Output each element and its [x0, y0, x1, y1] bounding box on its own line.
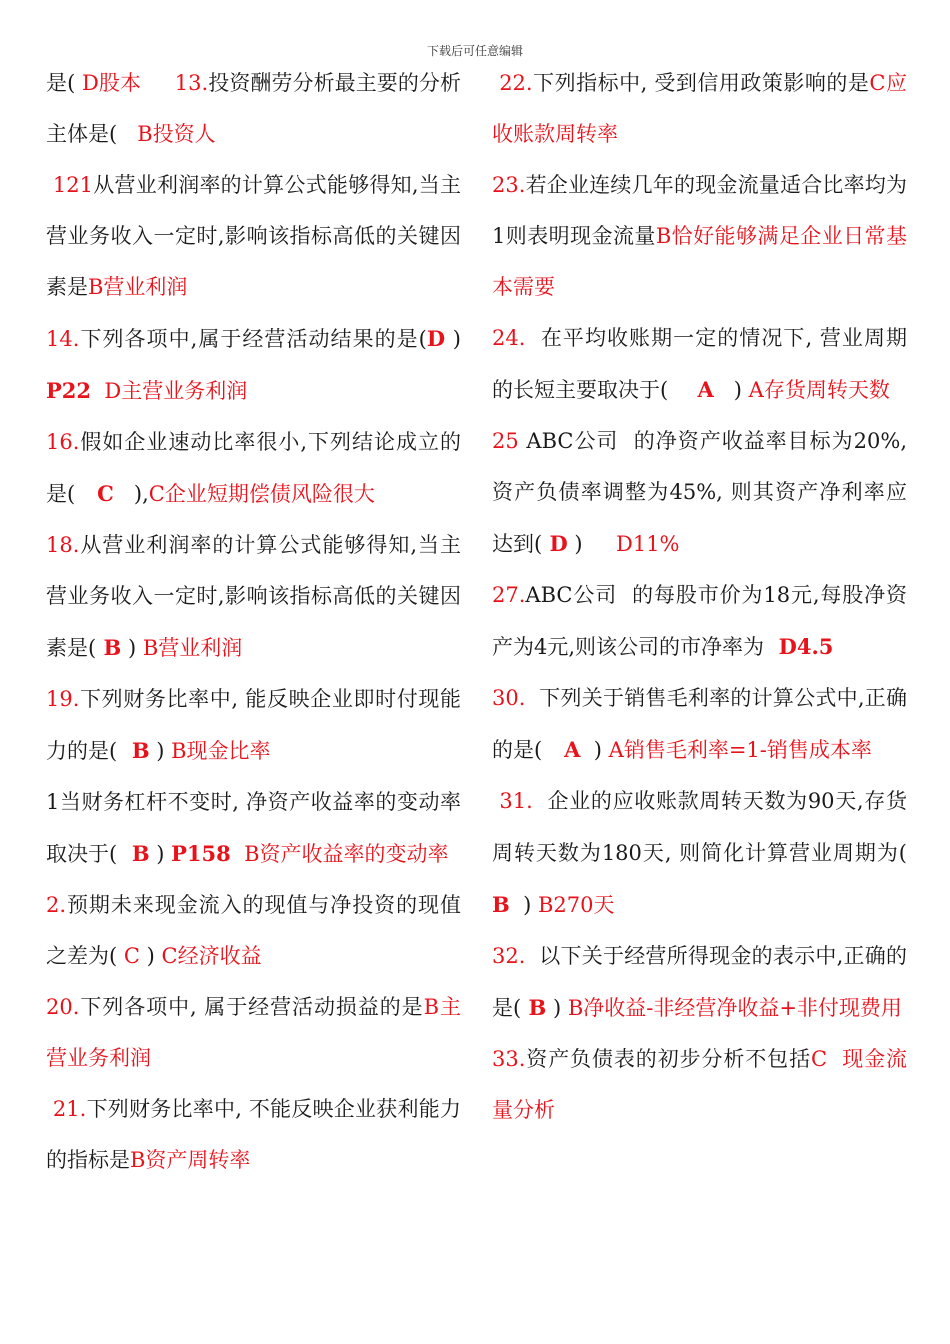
- question-item: [46, 982, 461, 1084]
- answer-text: 25: [492, 429, 519, 453]
- answer-text: D主营业务利润: [91, 379, 248, 403]
- answer-text: 13.: [141, 71, 209, 95]
- question-item: [46, 674, 461, 777]
- answer-text: C 现金流量分析: [492, 1047, 907, 1122]
- answer-text: 27.: [492, 583, 526, 607]
- question-text: 1当财务杠杆不变时, 净资产收益率的变动率取决于(: [46, 790, 461, 866]
- answer-text: B恰好能够满足企业日常基本需要: [492, 224, 907, 299]
- question-text: 预期未来现金流入的现值与净投资的现值之差为(: [46, 893, 461, 968]
- question-text: 假如企业速动比率很小,下列结论成立的是(: [46, 430, 461, 506]
- question-item: [492, 673, 907, 776]
- question-text: ): [509, 893, 538, 917]
- question-item: [492, 570, 907, 673]
- question-text: ): [713, 378, 749, 402]
- answer-text: B: [117, 841, 150, 866]
- answer-text: B: [96, 635, 122, 660]
- answer-text: A: [668, 377, 714, 402]
- question-text: 在平均收账期一定的情况下, 营业周期的长短主要取决于(: [492, 326, 907, 402]
- answer-text: B: [117, 738, 150, 763]
- question-item: [492, 931, 907, 1034]
- question-text: 企业的应收账款周转天数为90天,存货周转天数为180天, 则简化计算营业周期为(: [492, 789, 907, 865]
- question-item: [46, 520, 461, 674]
- answer-text: D11%: [602, 532, 680, 556]
- answer-text: B资产周转率: [130, 1148, 251, 1172]
- question-text: ABC公司 的净资产收益率目标为20%, 资产负债率调整为45%, 则其资产净利率应达到(: [492, 429, 914, 556]
- question-text: 下列财务比率中, 不能反映企业获利能力的指标是: [46, 1097, 461, 1172]
- answer-text: P158: [171, 841, 231, 866]
- question-text: 下列财务比率中, 能反映企业即时付现能力的是(: [46, 687, 461, 763]
- answer-text: 14.: [46, 327, 80, 351]
- answer-text: 121: [46, 173, 94, 197]
- question-text: 投资酬劳分析最主要的分析主体是(: [46, 71, 462, 146]
- answer-text: 20.: [46, 995, 80, 1019]
- question-text: ),: [113, 482, 149, 506]
- answer-text: D股本: [75, 71, 142, 95]
- question-text: ): [149, 739, 172, 763]
- question-item: [492, 1034, 907, 1136]
- question-item: [46, 417, 461, 520]
- question-item: [46, 58, 461, 160]
- answer-text: C: [117, 944, 140, 968]
- page-header: 下载后可任意编辑: [426, 44, 523, 58]
- answer-text: A销售毛利率=1-销售成本率: [608, 738, 872, 762]
- question-text: 资产负债表的初步分析不包括: [525, 1047, 811, 1071]
- answer-text: B主营业务利润: [46, 995, 461, 1070]
- answer-text: C应收账款周转率: [492, 71, 907, 146]
- answer-text: 18.: [46, 533, 80, 557]
- left-column: [46, 58, 468, 1186]
- answer-text: B270天: [537, 893, 615, 917]
- answer-text: A存货周转天数: [748, 378, 890, 402]
- answer-text: B营业利润: [88, 275, 188, 299]
- question-text: 从营业利润率的计算公式能够得知,当主营业务收入一定时,影响该指标高低的关键因素是(: [46, 533, 461, 660]
- question-item: [492, 776, 929, 931]
- question-text: ): [567, 532, 603, 556]
- answer-text: 31.: [492, 789, 533, 813]
- answer-text: 23.: [492, 173, 526, 197]
- answer-text: 2.: [46, 893, 67, 917]
- question-item: [492, 313, 907, 416]
- answer-text: 30.: [492, 686, 526, 710]
- question-item: [46, 1084, 461, 1186]
- answer-text: 32.: [492, 944, 526, 968]
- answer-text: P22: [46, 378, 92, 403]
- question-text: 下列各项中,属于经营活动结果的是(: [79, 327, 427, 351]
- answer-text: B营业利润: [142, 636, 243, 660]
- answer-text: 21.: [46, 1097, 87, 1121]
- right-column: [492, 58, 929, 1136]
- question-text: 下列各项中, 属于经营活动损益的是: [79, 995, 424, 1019]
- question-text: 下列关于销售毛利率的计算公式中,正确的是(: [492, 686, 907, 762]
- question-item: [492, 160, 907, 313]
- question-text: ): [580, 738, 609, 762]
- answer-text: C: [75, 481, 114, 506]
- answer-text: B: [521, 995, 547, 1020]
- question-item: [46, 160, 461, 313]
- question-item: [492, 416, 914, 570]
- question-text: ): [121, 636, 143, 660]
- answer-text: 19.: [46, 687, 80, 711]
- answer-text: B现金比率: [171, 739, 271, 763]
- question-text: ): [445, 327, 468, 351]
- answer-text: A: [542, 737, 581, 762]
- answer-text: C企业短期偿债风险很大: [148, 482, 375, 506]
- answer-text: 22.: [492, 71, 533, 95]
- answer-text: B净收益-非经营净收益+非付现费用: [567, 996, 902, 1020]
- question-text: ): [546, 996, 568, 1020]
- question-text: 是(: [46, 71, 76, 95]
- question-text: ): [139, 944, 162, 968]
- question-text: ): [149, 842, 172, 866]
- answer-text: D: [426, 326, 446, 351]
- question-text: 以下关于经营所得现金的表示中,正确的是(: [492, 944, 907, 1020]
- answer-text: C经济收益: [161, 944, 262, 968]
- question-text: ABC公司 的每股市价为18元,每股净资产为4元,则该公司的市净率为: [492, 583, 907, 659]
- question-text: 若企业连续几年的现金流量适合比率均为1则表明现金流量: [492, 173, 907, 248]
- question-text: 从营业利润率的计算公式能够得知,当主营业务收入一定时,影响该指标高低的关键因素是: [46, 173, 461, 299]
- answer-text: D: [542, 531, 568, 556]
- answer-text: 16.: [46, 430, 80, 454]
- question-item: [46, 313, 468, 417]
- answer-text: B: [492, 840, 929, 917]
- answer-text: 24.: [492, 326, 526, 350]
- question-text: 下列指标中, 受到信用政策影响的是: [532, 71, 870, 95]
- answer-text: B投资人: [117, 122, 216, 146]
- answer-text: D4.5: [764, 634, 834, 659]
- question-item: [46, 880, 461, 982]
- question-item: [492, 58, 907, 160]
- answer-text: 33.: [492, 1047, 526, 1071]
- answer-text: B资产收益率的变动率: [230, 842, 449, 866]
- question-item: [46, 777, 461, 880]
